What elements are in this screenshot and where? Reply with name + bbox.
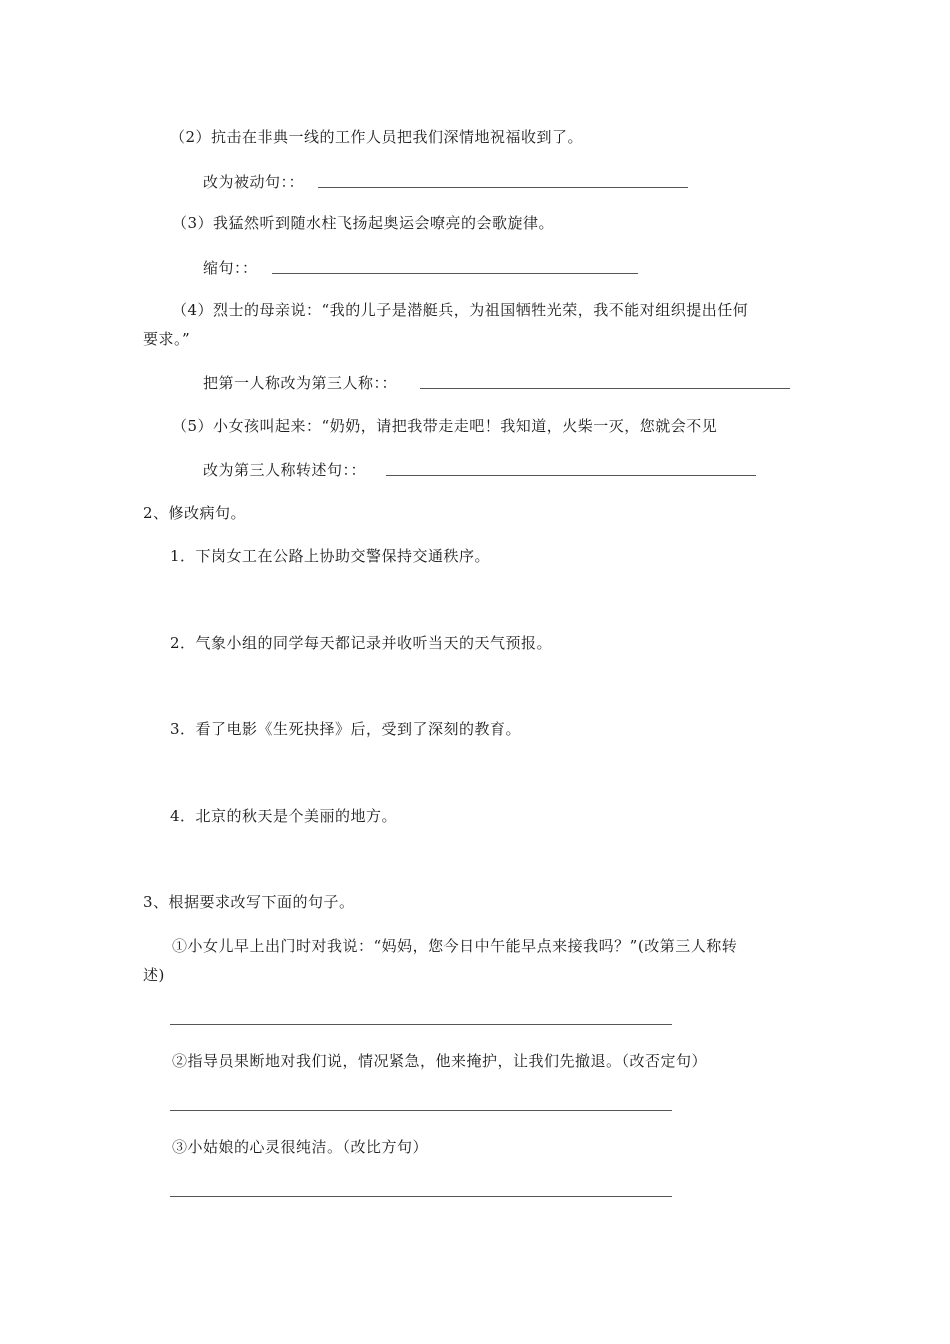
question-3-text: （3）我猛然听到随水柱飞扬起奥运会嘹亮的会歌旋律。	[172, 214, 555, 232]
question-2-answer-line[interactable]	[318, 187, 688, 188]
rewrite-1-answer-line[interactable]	[170, 1024, 672, 1025]
question-4-text-line1: （4）烈士的母亲说：“我的儿子是潜艇兵，为祖国牺牲光荣，我不能对组织提出任何	[172, 301, 749, 319]
rewrite-3-text: ③小姑娘的心灵很纯洁。（改比方句）	[172, 1138, 429, 1156]
rewrite-2-answer-line[interactable]	[170, 1110, 672, 1111]
rewrite-1-line1: ①小女儿早上出门时对我说：“妈妈，您今日中午能早点来接我吗？”(改第三人称转	[172, 937, 738, 955]
question-4-answer-line[interactable]	[420, 388, 790, 389]
question-4-text-line2: 要求。”	[143, 330, 191, 348]
sick-sentence-3: 3．看了电影《生死抉择》后，受到了深刻的教育。	[170, 720, 522, 738]
section-3-heading: 3、根据要求改写下面的句子。	[143, 893, 355, 911]
rewrite-3-answer-line[interactable]	[170, 1196, 672, 1197]
sick-sentence-2: 2．气象小组的同学每天都记录并收听当天的天气预报。	[170, 634, 553, 652]
rewrite-2-text: ②指导员果断地对我们说，情况紧急，他来掩护，让我们先撤退。（改否定句）	[172, 1052, 708, 1070]
section-2-heading: 2、修改病句。	[143, 504, 247, 522]
question-3-instruction: 缩句：：	[203, 259, 258, 277]
rewrite-1-line2: 述)	[143, 966, 165, 984]
sick-sentence-1: 1．下岗女工在公路上协助交警保持交通秩序。	[170, 547, 491, 565]
question-2-instruction: 改为被动句：：	[203, 173, 305, 191]
question-4-instruction: 把第一人称改为第三人称：：	[203, 374, 398, 392]
sick-sentence-4: 4．北京的秋天是个美丽的地方。	[170, 807, 398, 825]
question-5-instruction: 改为第三人称转述句：：	[203, 461, 367, 479]
question-3-answer-line[interactable]	[272, 273, 638, 274]
question-5-answer-line[interactable]	[386, 475, 756, 476]
question-2-text: （2）抗击在非典一线的工作人员把我们深情地祝福收到了。	[170, 128, 584, 146]
question-5-text: （5）小女孩叫起来：“奶奶，请把我带走走吧！我知道，火柴一灭，您就会不见	[172, 417, 718, 435]
